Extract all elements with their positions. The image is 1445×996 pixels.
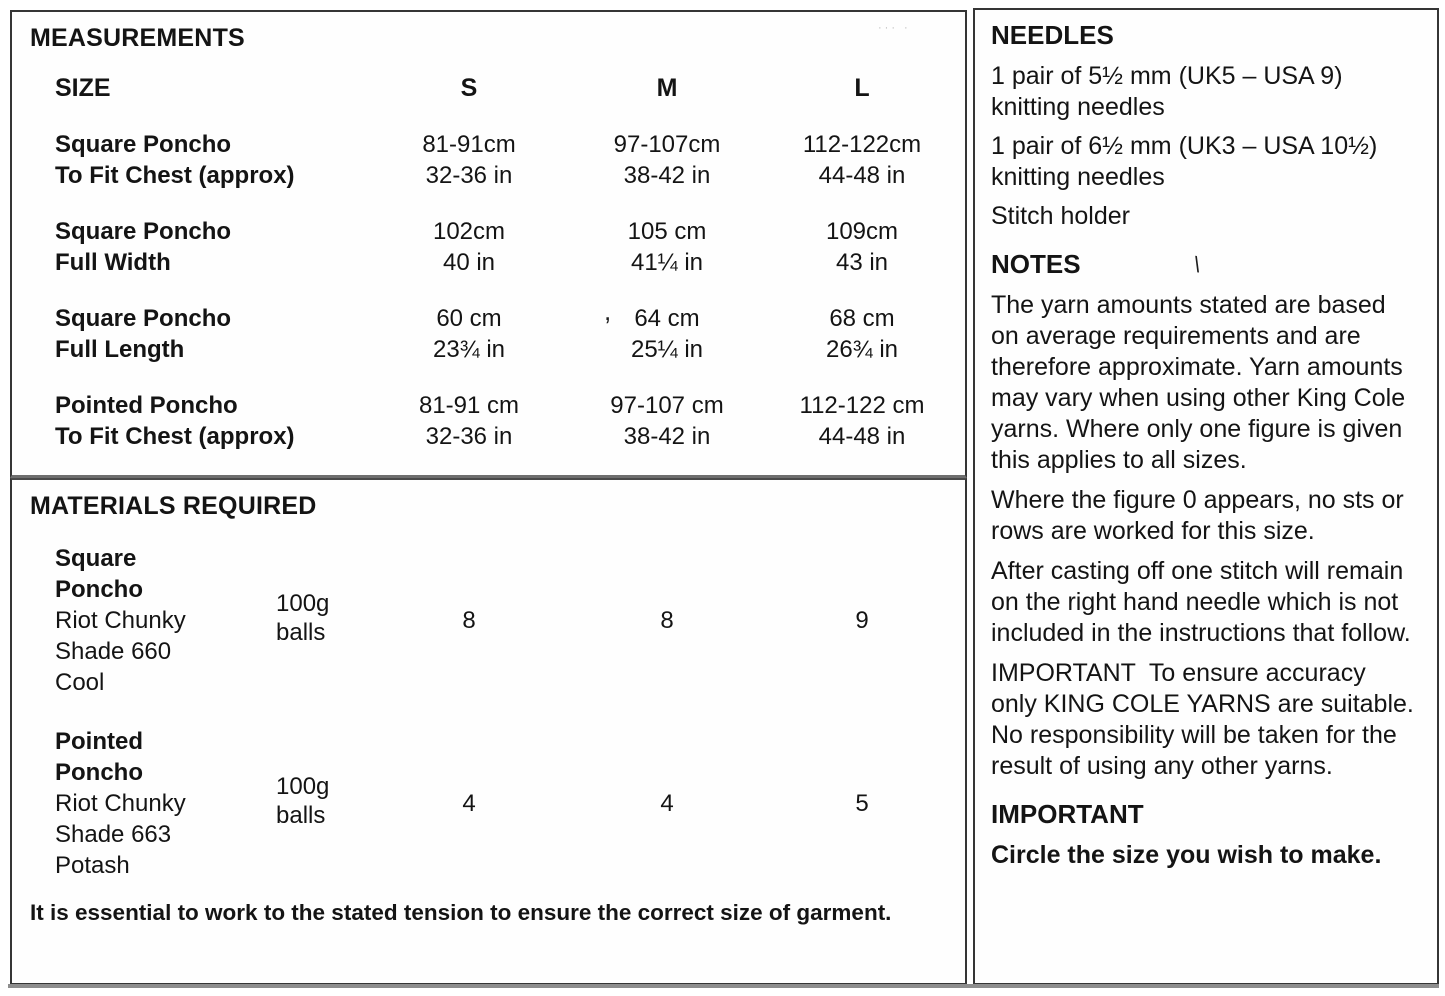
stitch-holder-item: Stitch holder — [991, 202, 1130, 230]
needle-item — [991, 61, 1415, 123]
yarn-name-line: Shade 663 — [55, 821, 172, 848]
scan-artifact: , — [604, 296, 612, 326]
notes-paragraph: After casting off one stitch will remain on the right hand needle which is not included in the instructions that follow. — [991, 557, 1411, 647]
value-cm: 97-107 cm — [610, 392, 724, 419]
value-cell-s — [370, 303, 568, 365]
needle-item-line: 1 pair of 6½ mm (UK3 – USA 10½) — [991, 132, 1378, 160]
value-cm: 105 cm — [627, 218, 707, 245]
column-header-l: L — [854, 74, 870, 102]
measurement-label-line: Full Length — [55, 336, 185, 363]
table-row — [40, 303, 965, 365]
materials-title: MATERIALS REQUIRED — [30, 492, 317, 520]
measurement-label-line: To Fit Chest (approx) — [55, 162, 295, 189]
quantity-l: 5 — [855, 790, 869, 817]
value-cell-l — [766, 303, 958, 365]
value-cell-s — [370, 216, 568, 278]
ball-unit-line: balls — [276, 619, 326, 646]
value-in: 32-36 in — [425, 423, 513, 450]
needles-title: NEEDLES — [991, 20, 1114, 50]
notes-paragraph — [991, 658, 1415, 782]
measurements-panel — [10, 10, 967, 478]
material-row-pointed-poncho — [40, 726, 965, 881]
tension-note: It is essential to work to the stated tension to ensure the correct size of garment. — [30, 900, 892, 925]
notes-title: NOTES — [991, 249, 1081, 279]
value-cell-m — [568, 303, 766, 365]
yarn-name-line: Poncho — [55, 759, 143, 786]
materials-panel — [10, 478, 967, 985]
ball-unit-line: 100g — [276, 590, 330, 617]
value-cell-l — [766, 216, 958, 278]
measurement-label-line: Pointed Poncho — [55, 392, 238, 419]
value-cm: 68 cm — [829, 305, 895, 332]
needle-item — [991, 131, 1415, 193]
value-in: 23¾ in — [432, 336, 506, 363]
needle-item-line: knitting needles — [991, 93, 1165, 121]
value-cell-s — [370, 390, 568, 452]
value-in: 38-42 in — [623, 162, 711, 189]
value-cm: 109cm — [825, 218, 899, 245]
quantity-m: 4 — [660, 790, 674, 817]
value-in: 40 in — [442, 249, 496, 276]
size-table — [40, 73, 965, 452]
important-title: IMPORTANT — [991, 799, 1144, 829]
measurement-label-line: Full Width — [55, 249, 171, 276]
size-header-label: SIZE — [55, 74, 111, 102]
yarn-name — [40, 726, 270, 881]
ball-unit-line: 100g — [276, 773, 330, 800]
value-cell-m — [568, 390, 766, 452]
page-bottom-rule — [8, 984, 1439, 988]
notes-paragraph: The yarn amounts stated are based on average requirements and are therefore approximate. Yarn amounts may vary when using other King Cole yarns. Where only one figure is given this applies to all sizes. — [991, 291, 1406, 474]
table-row — [40, 216, 965, 278]
measurement-label-line: To Fit Chest (approx) — [55, 423, 295, 450]
value-cell-m — [568, 216, 766, 278]
yarn-name-line: Poncho — [55, 576, 143, 603]
quantity-s: 8 — [462, 607, 476, 634]
quantity-s: 4 — [462, 790, 476, 817]
needles-notes-panel — [973, 8, 1439, 985]
needle-item-line: 1 pair of 5½ mm (UK5 – USA 9) — [991, 62, 1343, 90]
value-cm: 64 cm — [634, 305, 700, 332]
ball-unit — [270, 726, 370, 881]
value-cm: 112-122 cm — [799, 392, 925, 419]
value-cell-m — [568, 129, 766, 191]
scan-artifact: ··· · — [878, 22, 911, 34]
yarn-name-line: Square — [55, 545, 137, 572]
yarn-name-line: Cool — [55, 669, 105, 696]
yarn-name-line: Riot Chunky — [55, 607, 186, 634]
material-row-square-poncho — [40, 543, 965, 698]
table-row — [40, 390, 965, 452]
value-cell-l — [766, 390, 958, 452]
measurement-label — [40, 129, 370, 191]
column-header-s: S — [460, 74, 478, 102]
measurement-label — [40, 390, 370, 452]
value-in: 44-48 in — [818, 162, 906, 189]
quantity-m: 8 — [660, 607, 674, 634]
circle-size-instruction: Circle the size you wish to make. — [991, 841, 1382, 869]
notes-paragraph: Where the figure 0 appears, no sts or rows are worked for this size. — [991, 486, 1404, 545]
ball-unit — [270, 543, 370, 698]
value-cell-l — [766, 129, 958, 191]
needle-item-line: knitting needles — [991, 163, 1165, 191]
yarn-name — [40, 543, 270, 698]
important-inline-label: IMPORTANT — [991, 659, 1136, 687]
yarn-name-line: Shade 660 — [55, 638, 172, 665]
yarn-name-line: Potash — [55, 852, 130, 879]
value-in: 26¾ in — [825, 336, 899, 363]
value-in: 38-42 in — [623, 423, 711, 450]
ball-unit-line: balls — [276, 802, 326, 829]
yarn-name-line: Pointed — [55, 728, 143, 755]
value-in: 41¼ in — [630, 249, 704, 276]
measurement-label — [40, 303, 370, 365]
value-cm: 81-91 cm — [418, 392, 520, 419]
value-cm: 102cm — [432, 218, 506, 245]
important-inline-text: To ensure accuracy only KING COLE YARNS are suitable. No responsibility will be taken for the result of using any other yarns. — [991, 659, 1414, 780]
scan-artifact: \ — [1192, 251, 1202, 278]
measurements-title: MEASUREMENTS — [30, 24, 245, 52]
value-cm: 97-107cm — [613, 131, 721, 158]
value-in: 44-48 in — [818, 423, 906, 450]
yarn-name-line: Riot Chunky — [55, 790, 186, 817]
measurement-label — [40, 216, 370, 278]
value-cm: 112-122cm — [802, 131, 922, 158]
value-cm: 60 cm — [436, 305, 502, 332]
size-table-header-row — [40, 73, 965, 104]
column-header-m: M — [656, 74, 678, 102]
value-cm: 81-91cm — [422, 131, 516, 158]
measurement-label-line: Square Poncho — [55, 131, 232, 158]
value-in: 32-36 in — [425, 162, 513, 189]
quantity-l: 9 — [855, 607, 869, 634]
measurement-label-line: Square Poncho — [55, 218, 232, 245]
value-in: 43 in — [835, 249, 889, 276]
table-row — [40, 129, 965, 191]
value-in: 25¼ in — [630, 336, 704, 363]
value-cell-s — [370, 129, 568, 191]
measurement-label-line: Square Poncho — [55, 305, 232, 332]
